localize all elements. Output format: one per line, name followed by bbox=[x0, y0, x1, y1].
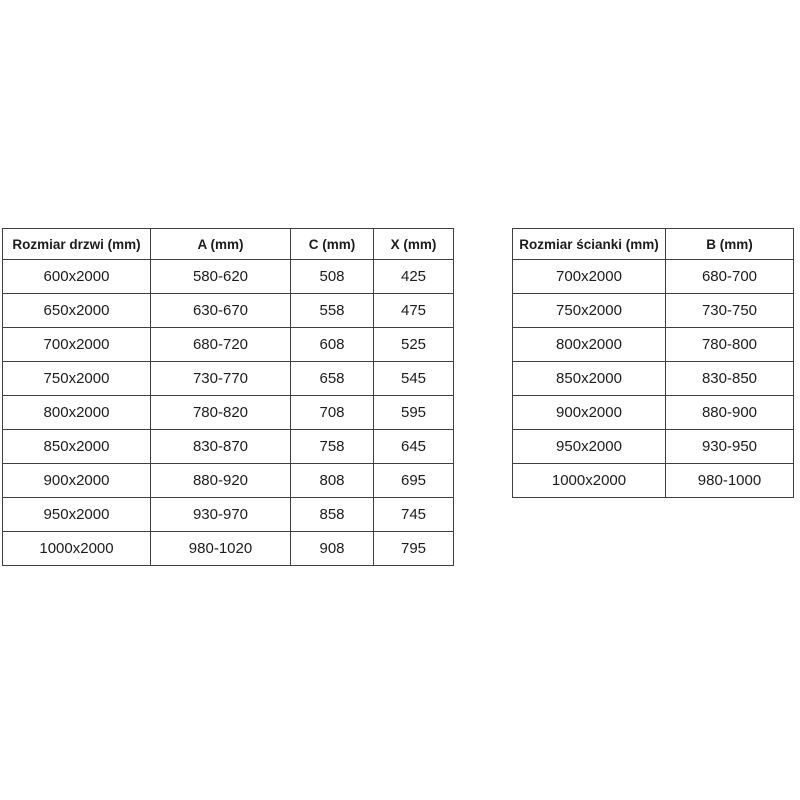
table-row bbox=[513, 260, 794, 294]
table-row bbox=[3, 396, 454, 430]
table-cell: 645 bbox=[374, 430, 454, 464]
table-cell: 750x2000 bbox=[513, 294, 666, 328]
table-cell: 930-970 bbox=[151, 498, 291, 532]
table-cell: 595 bbox=[374, 396, 454, 430]
table-cell: 800x2000 bbox=[513, 328, 666, 362]
table-cell: 930-950 bbox=[666, 430, 794, 464]
table-cell: 525 bbox=[374, 328, 454, 362]
table-cell: 900x2000 bbox=[513, 396, 666, 430]
table-cell: 700x2000 bbox=[513, 260, 666, 294]
table-cell: 680-700 bbox=[666, 260, 794, 294]
column-header-c: C (mm) bbox=[291, 229, 374, 260]
table-cell: 730-750 bbox=[666, 294, 794, 328]
table-row bbox=[513, 396, 794, 430]
table-cell: 558 bbox=[291, 294, 374, 328]
table-cell: 745 bbox=[374, 498, 454, 532]
table-row bbox=[3, 362, 454, 396]
table-row bbox=[3, 498, 454, 532]
table-cell: 900x2000 bbox=[3, 464, 151, 498]
table-cell: 850x2000 bbox=[3, 430, 151, 464]
table-row bbox=[513, 362, 794, 396]
table-cell: 750x2000 bbox=[3, 362, 151, 396]
table-cell: 630-670 bbox=[151, 294, 291, 328]
table-cell: 425 bbox=[374, 260, 454, 294]
table-cell: 658 bbox=[291, 362, 374, 396]
table-cell: 680-720 bbox=[151, 328, 291, 362]
table-cell: 758 bbox=[291, 430, 374, 464]
table-cell: 475 bbox=[374, 294, 454, 328]
table-row bbox=[513, 328, 794, 362]
table-cell: 908 bbox=[291, 532, 374, 566]
table-cell: 608 bbox=[291, 328, 374, 362]
table-row bbox=[3, 328, 454, 362]
table-row bbox=[3, 294, 454, 328]
column-header-x: X (mm) bbox=[374, 229, 454, 260]
table-cell: 780-820 bbox=[151, 396, 291, 430]
table-cell: 980-1020 bbox=[151, 532, 291, 566]
table-cell: 880-920 bbox=[151, 464, 291, 498]
table-cell: 508 bbox=[291, 260, 374, 294]
table-cell: 700x2000 bbox=[3, 328, 151, 362]
table-row bbox=[3, 464, 454, 498]
table-row bbox=[3, 260, 454, 294]
table-cell: 880-900 bbox=[666, 396, 794, 430]
column-header-door-size: Rozmiar drzwi (mm) bbox=[3, 229, 151, 260]
table-cell: 830-870 bbox=[151, 430, 291, 464]
table-cell: 980-1000 bbox=[666, 464, 794, 498]
column-header-a: A (mm) bbox=[151, 229, 291, 260]
table-cell: 708 bbox=[291, 396, 374, 430]
door-size-table-header bbox=[3, 229, 454, 260]
table-cell: 950x2000 bbox=[3, 498, 151, 532]
door-size-table-body bbox=[3, 260, 454, 566]
table-cell: 600x2000 bbox=[3, 260, 151, 294]
table-cell: 850x2000 bbox=[513, 362, 666, 396]
table-cell: 650x2000 bbox=[3, 294, 151, 328]
table-cell: 808 bbox=[291, 464, 374, 498]
table-cell: 730-770 bbox=[151, 362, 291, 396]
table-cell: 950x2000 bbox=[513, 430, 666, 464]
wall-size-table-header bbox=[513, 229, 794, 260]
wall-size-table-body bbox=[513, 260, 794, 498]
table-row bbox=[513, 294, 794, 328]
table-row bbox=[513, 464, 794, 498]
table-row bbox=[513, 430, 794, 464]
table-cell: 695 bbox=[374, 464, 454, 498]
wall-size-table bbox=[512, 228, 794, 498]
table-row bbox=[3, 532, 454, 566]
table-cell: 1000x2000 bbox=[3, 532, 151, 566]
table-cell: 545 bbox=[374, 362, 454, 396]
column-header-wall-size: Rozmiar ścianki (mm) bbox=[513, 229, 666, 260]
table-cell: 580-620 bbox=[151, 260, 291, 294]
table-cell: 1000x2000 bbox=[513, 464, 666, 498]
column-header-b: B (mm) bbox=[666, 229, 794, 260]
table-cell: 858 bbox=[291, 498, 374, 532]
table-cell: 780-800 bbox=[666, 328, 794, 362]
table-row bbox=[3, 430, 454, 464]
table-cell: 795 bbox=[374, 532, 454, 566]
table-cell: 830-850 bbox=[666, 362, 794, 396]
door-size-table bbox=[2, 228, 454, 566]
table-cell: 800x2000 bbox=[3, 396, 151, 430]
header-row bbox=[3, 229, 454, 260]
header-row bbox=[513, 229, 794, 260]
